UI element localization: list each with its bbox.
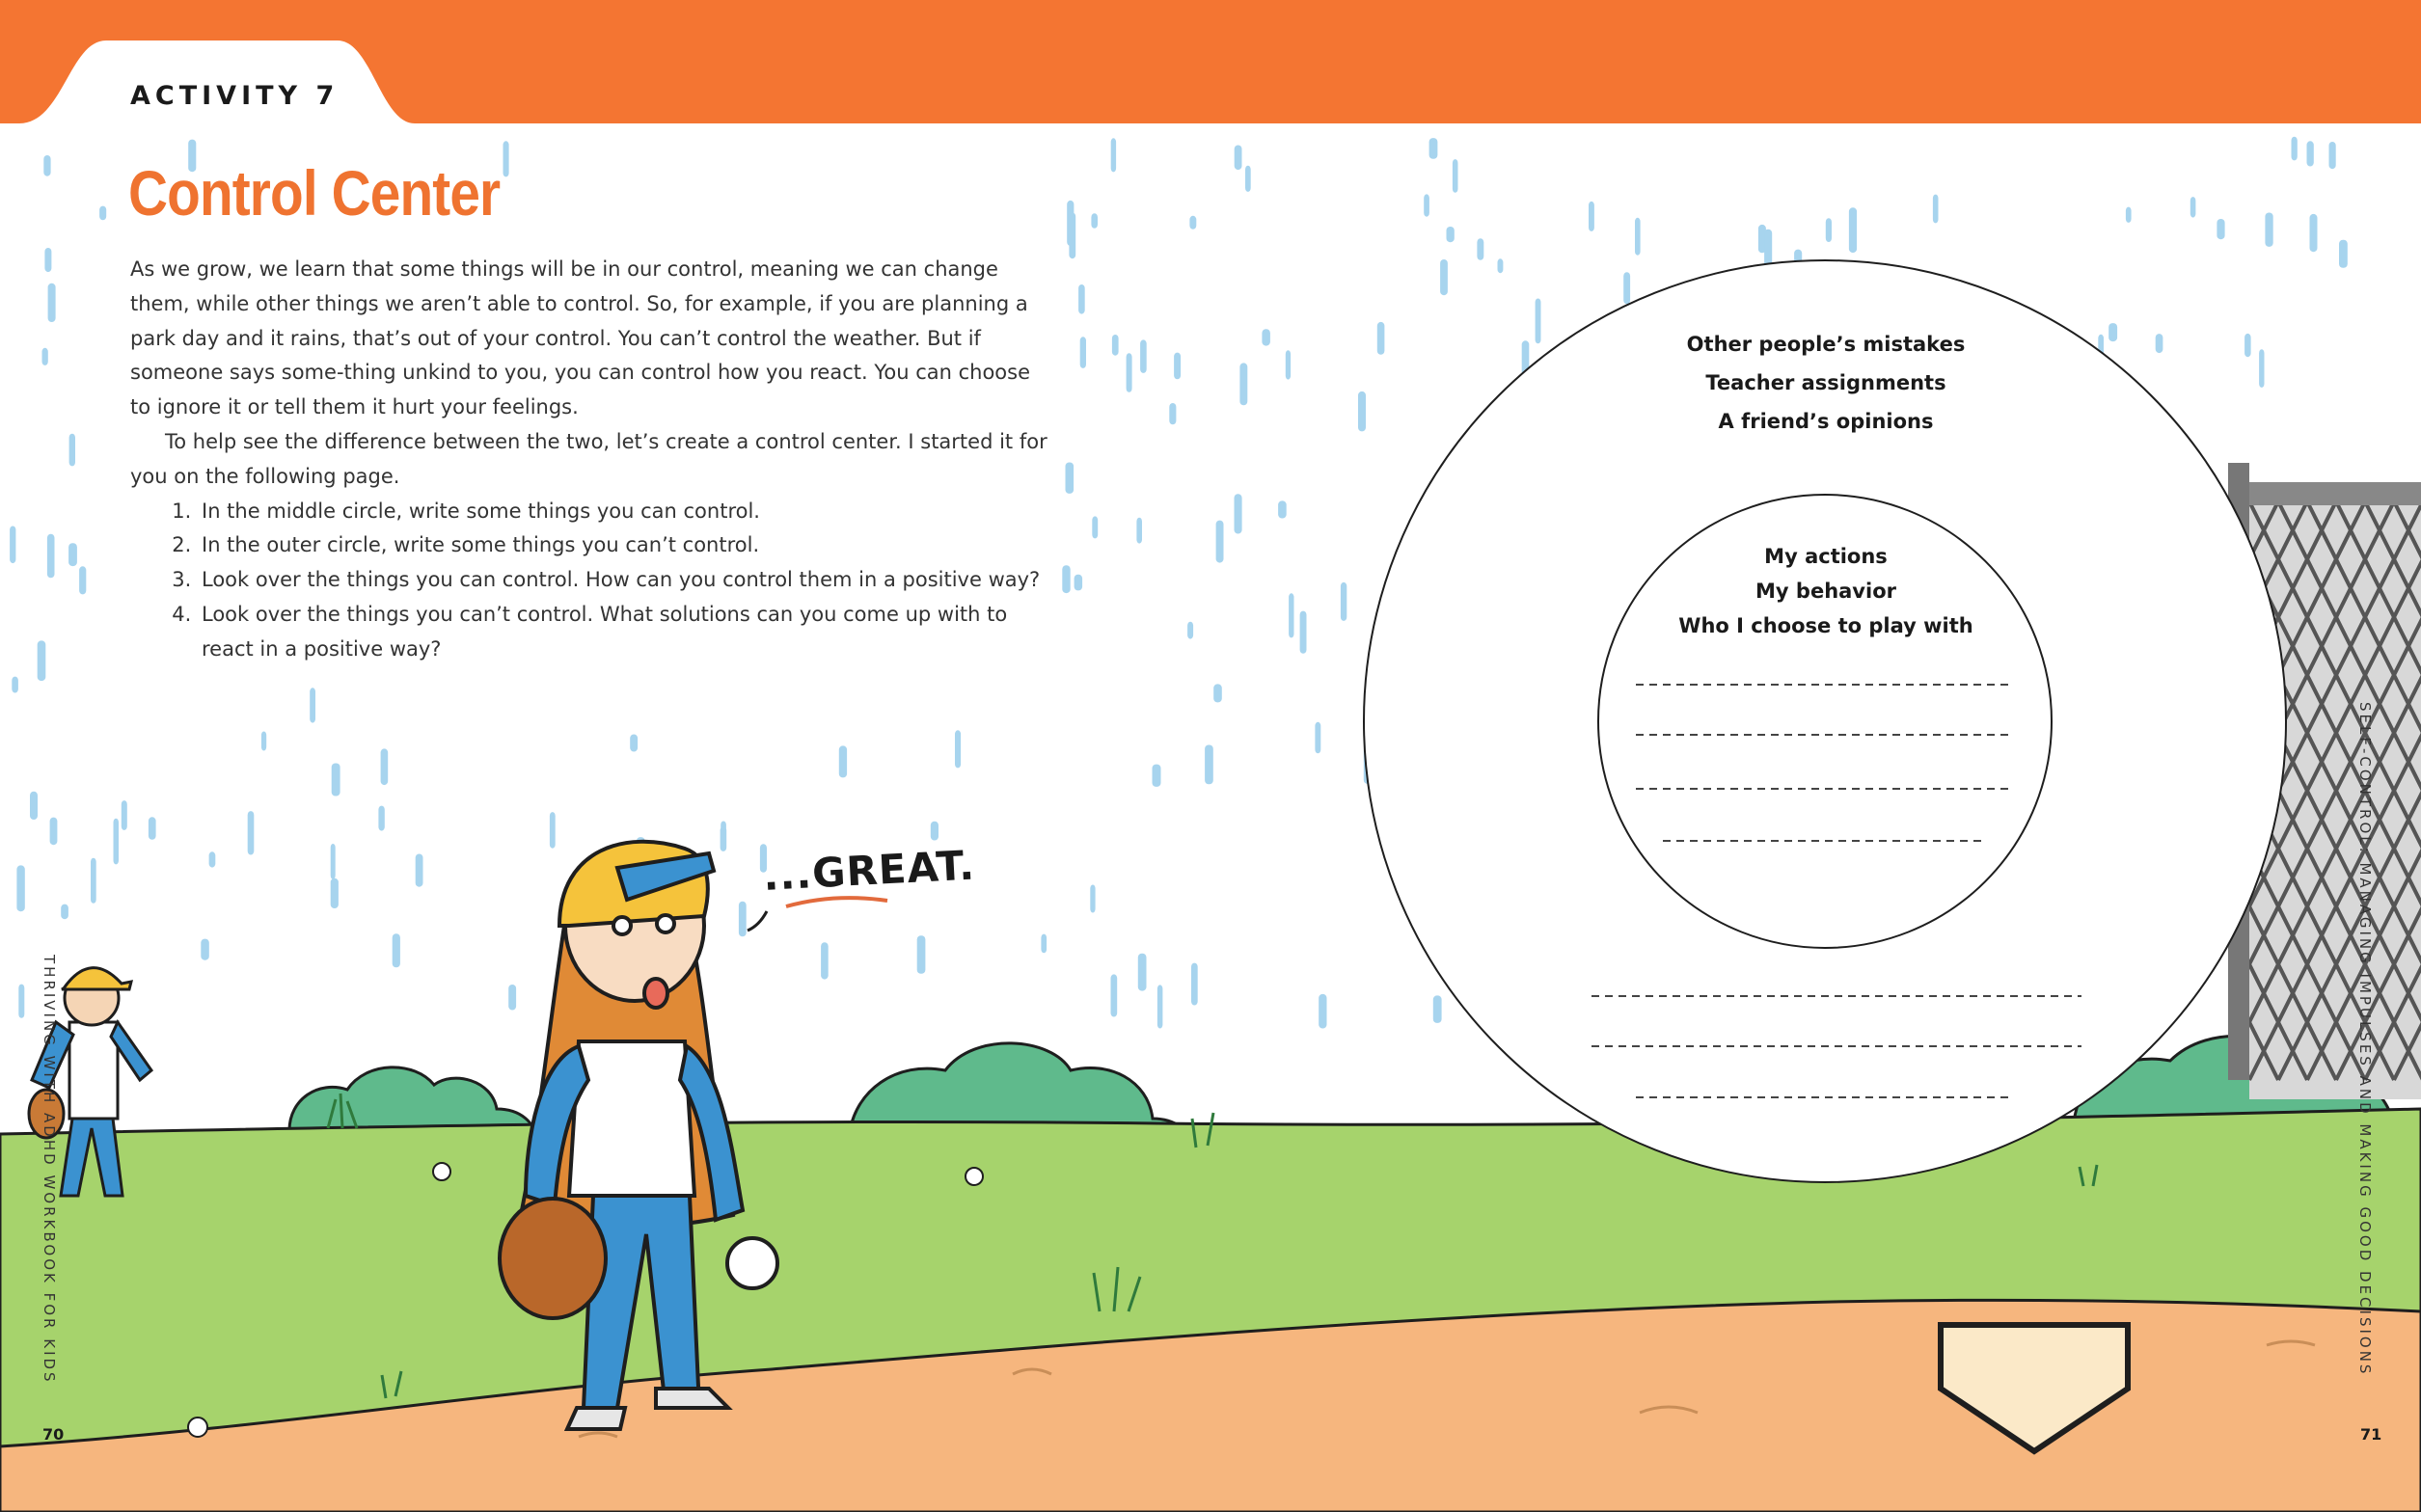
rain-drop: [1216, 521, 1224, 563]
rain-drop: [1062, 565, 1070, 593]
step-item: 2. In the outer circle, write some things you can’t control.: [198, 528, 1048, 563]
speech-text: ...GREAT.: [762, 841, 977, 900]
rain-drop: [1764, 230, 1772, 268]
rain-drop: [1191, 963, 1198, 1006]
rain-drop: [821, 942, 829, 979]
header-band: [0, 0, 2421, 123]
rain-drop: [332, 764, 340, 796]
rain-drop: [1933, 195, 1939, 224]
rain-drop: [149, 817, 156, 840]
rain-drop: [1189, 216, 1196, 230]
rain-drop: [1315, 722, 1320, 754]
step-item: 4. Look over the things you can’t control. What solutions can you come up with to react in a positive way?: [198, 598, 1048, 667]
rain-drop: [1091, 213, 1098, 229]
rain-drop: [331, 844, 336, 879]
rain-drop: [261, 732, 266, 751]
inner-item: My behavior: [1755, 580, 1896, 603]
rain-drop: [248, 811, 255, 854]
rain-drop: [1849, 207, 1857, 253]
rain-drop: [1066, 463, 1074, 494]
rain-drop: [201, 939, 209, 960]
rain-drop: [91, 858, 96, 904]
instructions: [130, 253, 1048, 667]
page-title: Control Center: [128, 157, 501, 229]
rain-drop: [508, 985, 516, 1011]
rain-drop: [2339, 240, 2348, 268]
rain-drop: [1235, 494, 1242, 533]
activity-label: ACTIVITY 7: [130, 81, 340, 111]
rain-drop: [1187, 622, 1193, 639]
rain-drop: [68, 543, 77, 566]
rain-drop: [2329, 142, 2336, 169]
rain-drop: [310, 688, 315, 722]
rain-drop: [1090, 885, 1095, 913]
rain-drop: [47, 534, 55, 579]
rain-drop: [1536, 299, 1541, 344]
rain-drop: [1341, 582, 1347, 621]
rain-drop: [1136, 518, 1142, 544]
rain-drop: [1635, 218, 1641, 256]
rain-drop: [1235, 146, 1242, 171]
inner-item: Who I choose to play with: [1678, 614, 1973, 637]
rain-drop: [1289, 593, 1293, 637]
rain-drop: [1213, 684, 1222, 702]
outer-item: A friend’s opinions: [1718, 410, 1934, 433]
rain-drop: [12, 677, 18, 693]
rain-drop: [2265, 213, 2272, 247]
intro-paragraph-1: As we grow, we learn that some things will be in our control, meaning we can change them, while other things we aren’t able to control. So, for example, if you are planning a park day and it rains, that’s out of your control. You can’t control the weather. But if someone says some-thing unkind to you, you can control how you react. You can choose to ignore it or tell them it hurt your feelings.: [130, 257, 1031, 419]
rain-drop: [114, 819, 120, 865]
right-running-head: SELF-CONTROL: MANAGING IMPULSES AND MAKING GOOD DECISIONS: [2356, 702, 2374, 1377]
rain-drop: [1377, 322, 1385, 355]
rain-drop: [30, 792, 38, 820]
rain-drop: [721, 826, 727, 851]
rain-drop: [955, 730, 961, 768]
inner-item: My actions: [1764, 545, 1888, 568]
rain-drop: [2259, 349, 2264, 388]
rain-drop: [2126, 207, 2132, 223]
rain-drop: [2156, 334, 2163, 353]
rain-drop: [931, 822, 938, 841]
rain-drop: [1067, 201, 1074, 246]
rain-drop: [1153, 765, 1161, 787]
rain-drop: [2292, 137, 2298, 161]
rain-drop: [1092, 516, 1098, 538]
rain-drop: [1138, 954, 1147, 991]
rain-drop: [1239, 363, 1247, 405]
rain-drop: [416, 854, 423, 887]
rain-drop: [1453, 159, 1458, 193]
rain-drop: [1319, 994, 1326, 1029]
rain-drop: [503, 141, 509, 176]
rain-drop: [1111, 138, 1116, 172]
rain-drop: [69, 434, 75, 467]
rain-drop: [38, 640, 46, 681]
left-running-head: THRIVING WITH ADHD WORKBOOK FOR KIDS: [41, 955, 58, 1385]
rain-drop: [1140, 339, 1147, 373]
rain-drop: [2108, 323, 2117, 341]
rain-drop: [1826, 218, 1832, 242]
rain-drop: [1174, 353, 1181, 380]
rain-drop: [18, 985, 24, 1018]
rain-drop: [1278, 500, 1287, 518]
rain-drop: [2217, 219, 2224, 239]
rain-drop: [10, 526, 15, 564]
rain-drop: [378, 806, 384, 831]
rain-drop: [393, 933, 400, 967]
rain-drop: [331, 878, 339, 908]
rain-drop: [209, 851, 216, 867]
rain-drop: [43, 155, 50, 176]
rain-drop: [739, 902, 747, 937]
rain-drop: [16, 865, 24, 911]
step-item: 3. Look over the things you can control. How can you control them in a positive way?: [198, 563, 1048, 598]
rain-drop: [2307, 141, 2314, 166]
rain-drop: [1447, 227, 1455, 242]
rain-drop: [1205, 745, 1213, 785]
rain-drop: [1286, 350, 1291, 379]
rain-drop: [1262, 329, 1270, 345]
rain-drop: [1498, 258, 1504, 273]
rain-drop: [99, 206, 106, 221]
rain-drop: [1358, 392, 1366, 432]
rain-drop: [1169, 403, 1176, 424]
rain-drop: [48, 284, 56, 322]
rain-drop: [1245, 166, 1251, 192]
rain-drop: [1589, 202, 1594, 231]
rain-drop: [42, 348, 48, 365]
step-item: 1. In the middle circle, write some things you can control.: [198, 495, 1048, 529]
rain-drop: [1300, 611, 1307, 654]
rain-drop: [917, 935, 926, 974]
rain-drop: [1157, 985, 1163, 1028]
rain-drop: [122, 800, 127, 830]
rain-drop: [1080, 337, 1086, 368]
rain-drop: [61, 904, 68, 920]
rain-drop: [1440, 259, 1448, 295]
rain-drop: [1433, 995, 1442, 1023]
speech-underline: [786, 898, 887, 906]
rain-drop: [1623, 272, 1630, 304]
rain-drop: [1429, 138, 1438, 159]
rain-drop: [839, 745, 847, 777]
rain-drop: [1111, 974, 1118, 1016]
left-page-number: 70: [42, 1425, 65, 1444]
rain-drop: [1041, 934, 1047, 954]
rain-drop: [2190, 197, 2196, 218]
rain-drop: [2244, 334, 2251, 357]
outer-item: Other people’s mistakes: [1686, 333, 1966, 356]
rain-drop: [630, 735, 638, 752]
intro-paragraph-2: To help see the difference between the two, let’s create a control center. I started it for you on the following page.: [130, 429, 1047, 488]
rain-drop: [44, 248, 51, 272]
rain-drop: [50, 818, 58, 846]
outer-item: Teacher assignments: [1705, 371, 1946, 394]
rain-drop: [1477, 238, 1483, 260]
right-page-number: 71: [2360, 1425, 2382, 1444]
rain-drop: [2310, 214, 2318, 252]
rain-drop: [1424, 194, 1429, 216]
rain-drop: [550, 812, 556, 849]
rain-drop: [1112, 335, 1119, 356]
rain-drop: [1078, 284, 1085, 314]
rain-drop: [1074, 575, 1083, 591]
rain-drop: [79, 566, 86, 594]
steps-list: [130, 495, 1048, 667]
rain-drop: [381, 748, 389, 785]
rain-drop: [1127, 353, 1132, 392]
